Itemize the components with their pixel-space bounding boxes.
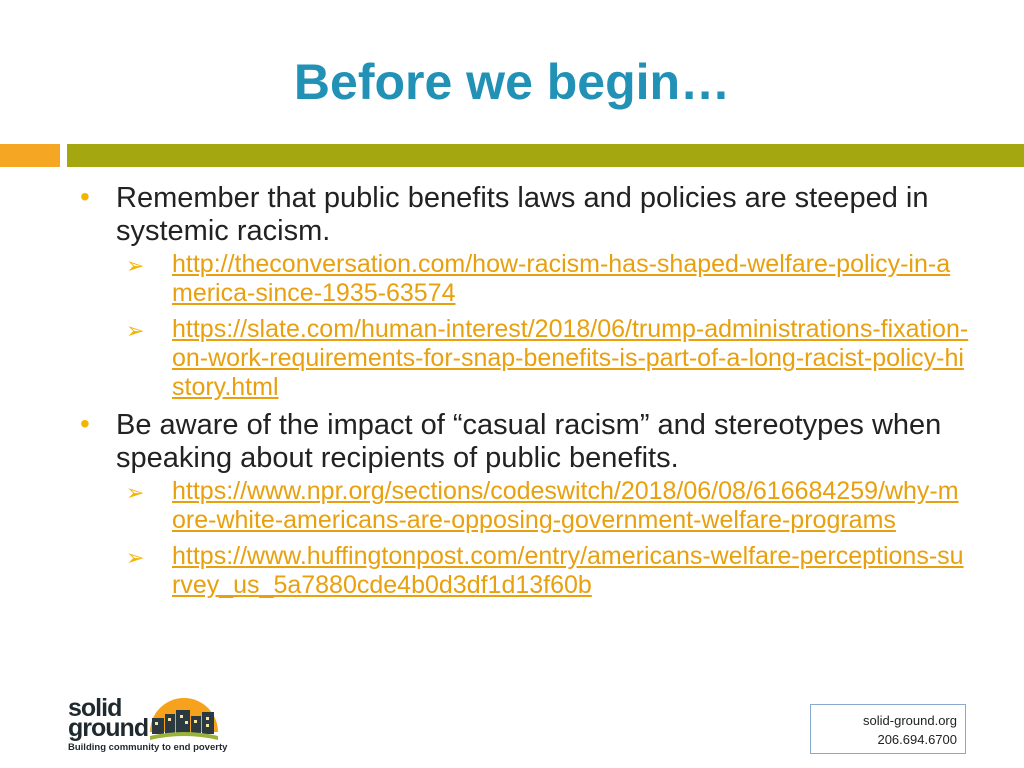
bullet-list — [80, 182, 970, 600]
link-slate[interactable]: https://slate.com/human-interest/2018/06/trump-administrations-fixation-on-work-requirements-for-snap-benefits-is-part-of-a-long-racist-policy-history.html — [172, 315, 969, 401]
contact-phone: 206.694.6700 — [877, 732, 957, 747]
link-item — [116, 477, 970, 535]
link-item — [116, 315, 970, 402]
bullet-item — [80, 409, 970, 600]
link-list — [116, 477, 970, 600]
contact-box — [810, 704, 966, 754]
bullet-text: Remember that public benefits laws and policies are steeped in systemic racism. — [116, 182, 929, 247]
divider-orange — [0, 144, 60, 167]
link-item — [116, 250, 970, 308]
bullet-text: Be aware of the impact of “casual racism” and stereotypes when speaking about recipients of public benefits. — [116, 409, 942, 474]
arrow-bullet-icon: ➢ — [126, 253, 145, 278]
arrow-bullet-icon: ➢ — [126, 480, 145, 505]
link-item — [116, 542, 970, 600]
contact-website: solid-ground.org — [863, 713, 957, 728]
bullet-dot-icon: • — [80, 181, 90, 212]
bullet-item — [80, 182, 970, 402]
arrow-bullet-icon: ➢ — [126, 318, 145, 343]
link-conversation[interactable]: http://theconversation.com/how-racism-has-shaped-welfare-policy-in-america-since-1935-63574 — [172, 250, 951, 307]
divider-olive — [67, 144, 1024, 167]
link-npr[interactable]: https://www.npr.org/sections/codeswitch/2018/06/08/616684259/why-more-white-americans-are-opposing-government-welfare-programs — [172, 477, 959, 534]
bullet-dot-icon: • — [80, 408, 90, 439]
slide-content — [80, 182, 970, 607]
slide-title: Before we begin… — [293, 54, 731, 110]
link-huffingtonpost[interactable]: https://www.huffingtonpost.com/entry/americans-welfare-perceptions-survey_us_5a7880cde4b0d3df1d13f60b — [172, 542, 964, 599]
arrow-bullet-icon: ➢ — [126, 545, 145, 570]
link-list — [116, 250, 970, 402]
logo-wordmark: solid ground — [68, 694, 149, 742]
logo-tagline: Building community to end poverty — [68, 742, 228, 753]
solid-ground-logo — [66, 690, 226, 756]
